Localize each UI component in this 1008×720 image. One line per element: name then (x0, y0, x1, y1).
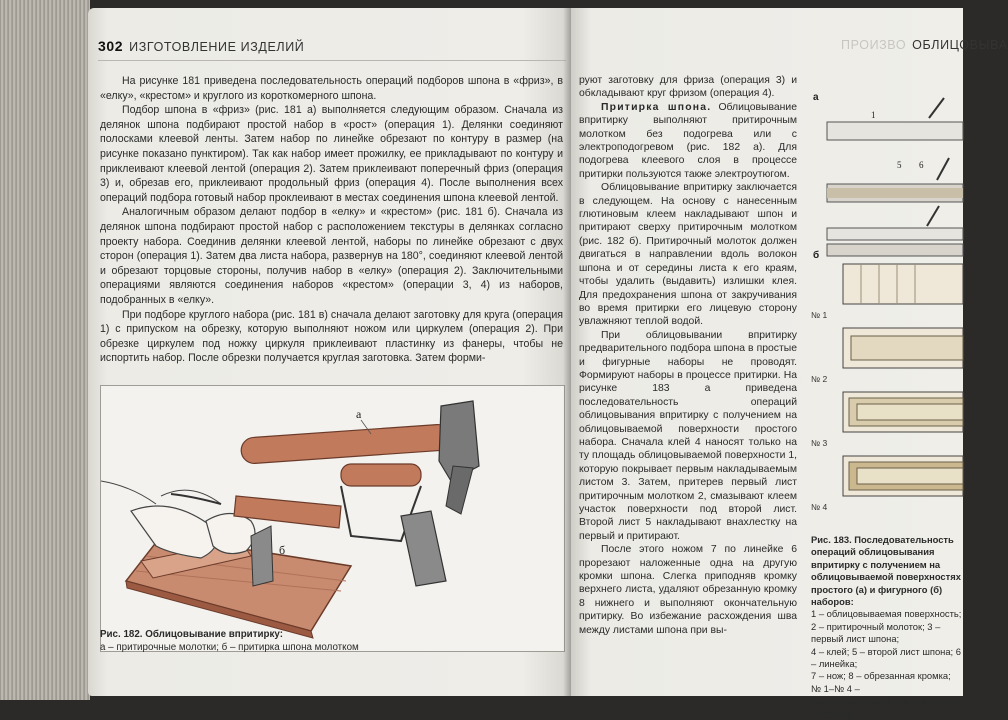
left-running-head (98, 38, 304, 54)
right-running-head (841, 38, 1008, 52)
figure-182-label-b: б (279, 543, 286, 557)
running-head-title: ОБЛИЦОВЫВА (912, 38, 1008, 52)
figure-183-caption-line: 7 – нож; 8 – обрезанная кромка; № 1–№ 4 – (811, 670, 951, 694)
left-text-column (100, 74, 563, 366)
figure-183-num-6: 6 (919, 160, 924, 170)
figure-183-label-b: б (813, 250, 820, 261)
figure-182-caption-text: а – притирочные молотки; б – притирка шпона молотком (100, 642, 359, 653)
right-page (571, 8, 1008, 719)
figure-182-caption-title: Рис. 182. Облицовывание впритирку: (100, 629, 283, 640)
figure-182-label-a: а (356, 407, 362, 421)
header-rule (98, 60, 566, 61)
paragraph: руют заготовку для фриза (операция 3) и обкладывают круг фризом (операция 4). (579, 75, 797, 100)
paragraph: На рисунке 181 приведена последовательность операций подборов шпона в «фриз», в «елку», «крестом» и круглого из короткомерного шпона. (100, 75, 563, 102)
chapter-title: ИЗГОТОВЛЕНИЕ ИЗДЕЛИЙ (129, 40, 305, 54)
figure-183-caption-title: Рис. 183. Последовательность операций облицовывания впритирку с получением на облицовываемой поверхностях простого (а) и фигурного (б) наборов: (811, 534, 961, 608)
figure-183-label-a: а (813, 92, 819, 103)
figure-183-illustration (809, 88, 963, 528)
figure-183-row-2: № 2 (811, 374, 828, 384)
page-number: 302 (98, 38, 124, 54)
figure-183-caption-line: 1 – облицовываемая поверхность; 2 – притирочный молоток; 3 – первый лист шпона; (811, 608, 962, 645)
figure-183-row-1: № 1 (811, 310, 828, 320)
paragraph: При облицовывании впритирку предварительного подбора шпона в простые и фигурные наборы не проводят. Формируют наборы в процессе притирки. На рисунке 183 а приведена последовательность операций облицовывания впритирку с получением на облицовываемой поверхности простого набора. Сначала клей 4 наносят только на ту площадь облицовываемой поверхности 1, которую покрывает первым накладываемым листом 3. Затем, притерев первый лист притирочным молотком 2, смазывают клеем участок поверхности под второй лист. Второй лист 5 накладывают внахлестку на первый и притирают. (579, 329, 797, 542)
figure-183-num-5: 5 (897, 160, 902, 170)
figure-183 (809, 88, 963, 528)
paragraph: После этого ножом 7 по линейке 6 прорезают наложенные одна на другую кромки шпона. Слегка приподняв кромку верхнего листа, удаляют обрезанную кромку 8 нижнего и выполняют окончательную притирку. Во избежание расхождения шва между листами шпона при вы- (579, 544, 797, 636)
figure-183-caption-line: последовательность выполнения операций (811, 695, 957, 719)
figure-182-illustration (101, 386, 564, 651)
page-edges (0, 0, 90, 700)
paragraph: При подборе круглого набора (рис. 181 в) сначала делают заготовку для круга (операция 1) с припуском на обрезку, которую выполняют ножом или циркулем (операция 2). При обрезке циркулем под ножку циркуля приклеивают пластинку из фанеры, чтобы не испортить набор. После обрезки получается круглая заготовка. Затем форми- (100, 308, 563, 365)
paragraph: Аналогичным образом делают подбор в «елку» и «крестом» (рис. 181 б). Сначала из делянок шпона подбирают простой набор с расположением текстуры в делянках согласно проекту набора. Соединив делянки клеевой лентой, наборы по линейке обрезают с двух сторон (операция 1). Затем два листа набора, развернув на 180°, соединяют клеевой лентой и обрезают торцовые стороны, получив набор в «елку» (операция 2). Заключительными операциями являются соединения наборов «крестом» (операции 3, 4) из наборов, подобранных в «елку». (100, 206, 563, 306)
paragraph (579, 101, 797, 181)
paragraph-heading: Притирка шпона. (601, 101, 712, 113)
paragraph: Облицовывание впритирку заключается в следующем. На основу с нанесенным глютиновым клеем накладывают шпон и притирают сверху притирочным молотком (рис. 182 б). Притирочный молоток должен двигаться в направлении вдоль волокон шпона и от середины листа к его краям, чтобы удалить (выдавить) излишки клея. Для предохранения шпона от закручивания во время притирки его лицевую сторону увлажняют теплой водой. (579, 182, 797, 328)
figure-182 (100, 385, 565, 652)
right-text-column (579, 74, 797, 637)
figure-182-caption (100, 628, 480, 654)
figure-183-row-3: № 3 (811, 438, 828, 448)
paragraph-text: Облицовывание впритирку выполняют притирочным молотком без подогрева или с электроподогревом (рис. 182 а). Для подогрева клеевого слоя в процессе притирки пользуются также электроутюгом. (579, 101, 797, 180)
figure-183-caption-line: 4 – клей; 5 – второй лист шпона; 6 – линейка; (811, 645, 961, 670)
paragraph: Подбор шпона в «фриз» (рис. 181 а) выполняется следующим образом. Сначала из делянок шпона подбирают простой набор в «рост» (операция 1). Делянки соединяют полосками клеевой ленты. Затем набор по линейке обрезают по контуру в размер (на рисунке показано пунктиром). Так как набор имеет прожилку, ее прикладывают по контуру и приклеивают клеевой лентой (операция 2). Затем приклеивают поперечный фриз (операция 3) и, обрезав его, приклеивают продольный фриз (операция 4). После выполнения всех операций подбора готовый набор проклеивают в местах соединения шпона клеевой лентой. (100, 104, 563, 204)
running-head-faded: ПРОИЗВО (841, 38, 907, 52)
figure-183-num-1: 1 (871, 110, 876, 120)
left-page (88, 8, 571, 696)
figure-183-caption (811, 534, 963, 720)
figure-183-row-4: № 4 (811, 502, 828, 512)
